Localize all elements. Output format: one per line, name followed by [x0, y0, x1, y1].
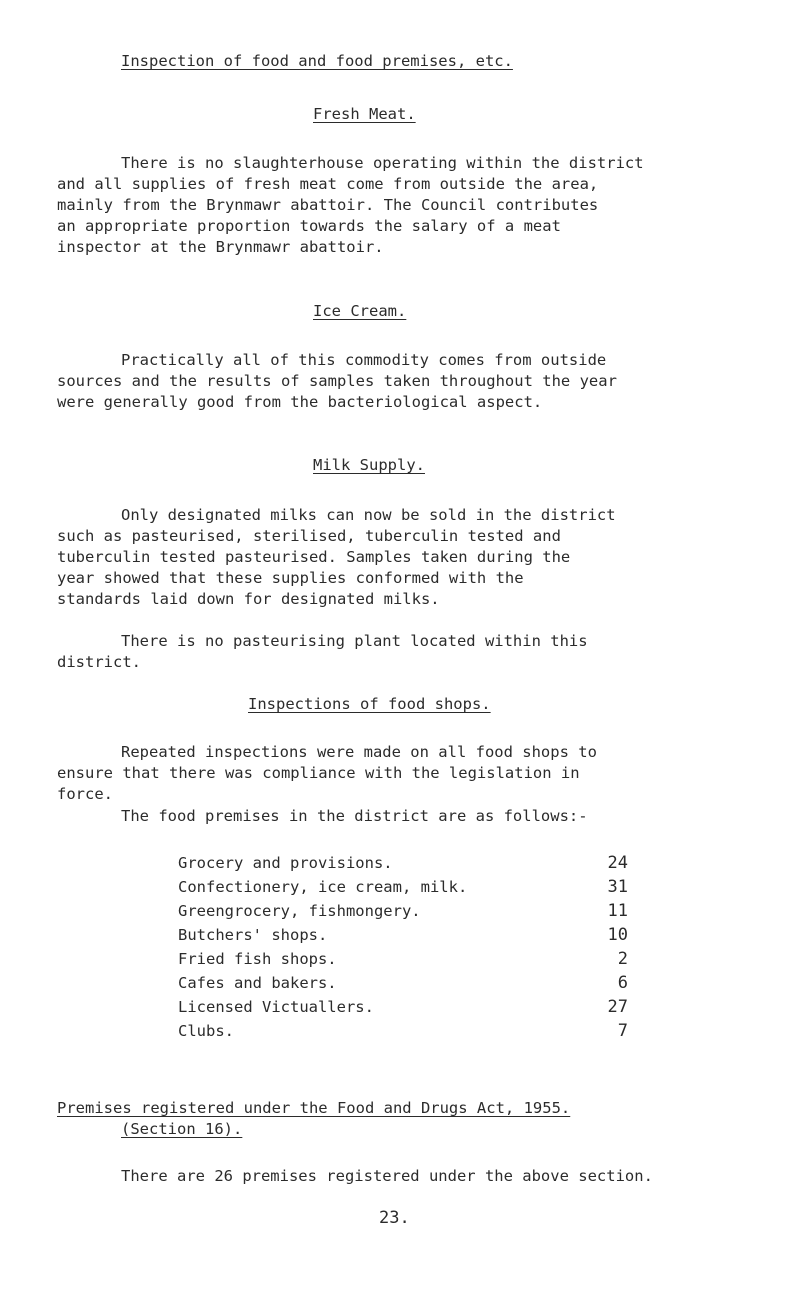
- premises-label: Cafes and bakers.: [178, 974, 337, 992]
- premises-label: Greengrocery, fishmongery.: [178, 902, 421, 920]
- milk-supply-heading: Milk Supply.: [313, 456, 425, 474]
- premises-count: 24: [607, 853, 628, 873]
- premises-label: Fried fish shops.: [178, 950, 337, 968]
- premises-count: 2: [617, 949, 628, 969]
- list-item: [178, 949, 628, 973]
- list-item: [178, 925, 628, 949]
- registered-paragraph: There are 26 premises registered under the above section.: [121, 1167, 653, 1185]
- list-item: [178, 973, 628, 997]
- milk-supply-paragraph: Only designated milks can now be sold in the district such as pasteurised, sterilised, tuberculin tested and tuberculin tested pasteurised. Samples taken during the year showed that these supplies conformed with the standards laid down for designated milks.: [57, 506, 616, 608]
- premises-label: Confectionery, ice cream, milk.: [178, 878, 468, 896]
- list-item: [178, 853, 628, 877]
- food-shops-heading: Inspections of food shops.: [248, 695, 491, 713]
- premises-label: Butchers' shops.: [178, 926, 328, 944]
- premises-label: Clubs.: [178, 1022, 234, 1040]
- fresh-meat-heading: Fresh Meat.: [313, 105, 416, 123]
- premises-label: Grocery and provisions.: [178, 854, 393, 872]
- premises-count: 10: [607, 925, 628, 945]
- premises-count: 27: [607, 997, 628, 1017]
- premises-label: Licensed Victuallers.: [178, 998, 374, 1016]
- pasteurising-paragraph: There is no pasteurising plant located within this district.: [57, 632, 588, 671]
- main-heading: Inspection of food and food premises, etc.: [121, 52, 513, 70]
- premises-count: 31: [607, 877, 628, 897]
- list-item: [178, 997, 628, 1021]
- list-item: [178, 901, 628, 925]
- ice-cream-heading: Ice Cream.: [313, 302, 407, 320]
- food-shops-paragraph: Repeated inspections were made on all food shops to ensure that there was compliance with the legislation in force.: [57, 743, 597, 803]
- ice-cream-paragraph: Practically all of this commodity comes from outside sources and the results of samples taken throughout the year were generally good from the bacteriological aspect.: [57, 351, 617, 411]
- premises-count: 11: [607, 901, 628, 921]
- list-item: [178, 1021, 628, 1045]
- premises-intro: The food premises in the district are as follows:-: [121, 807, 588, 825]
- premises-count: 7: [617, 1021, 628, 1041]
- list-item: [178, 877, 628, 901]
- registered-heading: Premises registered under the Food and Drugs Act, 1955.: [57, 1099, 571, 1117]
- registered-section-ref: (Section 16).: [121, 1120, 243, 1138]
- fresh-meat-paragraph: There is no slaughterhouse operating within the district and all supplies of fresh meat come from outside the area, mainly from the Brynmawr abattoir. The Council contributes an appropriate proportion towards the salary of a meat inspector at the Brynmawr abattoir.: [57, 154, 644, 256]
- premises-count: 6: [617, 973, 628, 993]
- page-number: 23.: [379, 1208, 410, 1228]
